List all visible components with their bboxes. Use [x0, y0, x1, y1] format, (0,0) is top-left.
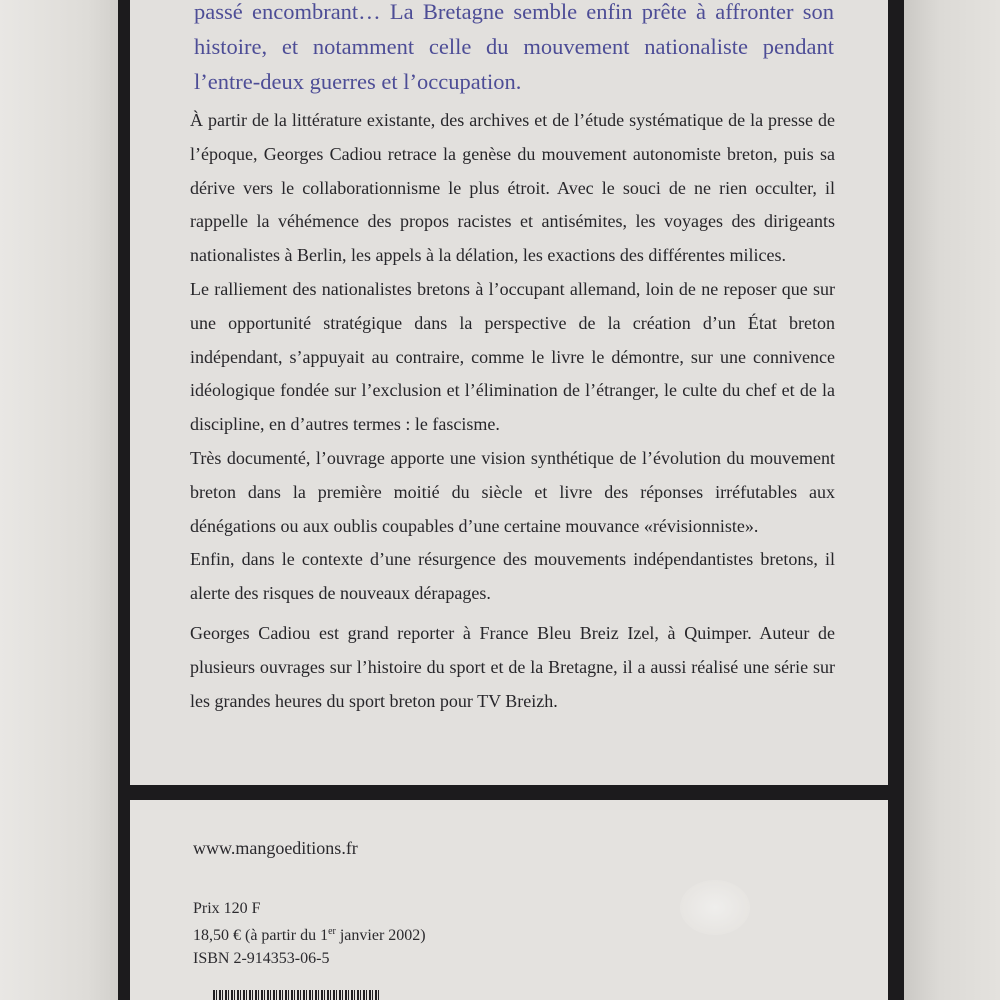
- author-bio: Georges Cadiou est grand reporter à France Bleu Breiz Izel, à Quimper. Auteur de plusieurs ouvrages sur l’histoire du sport et de la Bretagne, il a aussi réalisé une série sur les grandes heures du sport breton pour TV Breizh.: [190, 622, 835, 711]
- paragraph-origins: À partir de la littérature existante, des archives et de l’étude systématique de la presse de l’époque, Georges Cadiou retrace la genèse du mouvement autonomiste breton, puis sa dérive vers le collaborationnisme le plus étroit. Avec le souci de ne rien occulter, il rappelle la véhémence des propos racistes et antisémites, les voyages des dirigeants nationalistes à Berlin, les appels à la délation, les exactions des différentes milices.: [190, 110, 835, 266]
- background-left: [0, 0, 125, 1000]
- paragraph-enfin: Enfin, dans le contexte d’une résurgence des mouvements indépendantistes bretons, il alerte des risques de nouveaux dérapages.: [190, 549, 835, 604]
- background-right: [900, 0, 1000, 1000]
- sticker-residue: [680, 880, 750, 935]
- paragraph-ralliement: Le ralliement des nationalistes bretons à l’occupant allemand, loin de ne reposer que sur une opportunité stratégique dans la perspective de la création d’un État breton indépendant, s’appuyait au contraire, comme le livre le démontre, sur une connivence idéologique fondée sur l’exclusion et l’élimination de l’étranger, le culte du chef et de la discipline, en d’autres termes : le fascisme.: [190, 278, 835, 435]
- price-block: [193, 897, 426, 970]
- price-euros: 18,50 € (à partir du 1er janvier 2002): [193, 926, 426, 944]
- isbn: ISBN 2-914353-06-5: [193, 950, 330, 967]
- blurb-paragraph: passé encombrant… La Bretagne semble enfin prête à affronter son histoire, et notamment celle du mouvement nationaliste pendant l’entre-deux guerres et l’occupation.: [194, 0, 834, 94]
- barcode: [213, 990, 381, 1000]
- description: [190, 104, 835, 718]
- paragraph-documente: Très documenté, l’ouvrage apporte une vision synthétique de l’évolution du mouvement breton dans la première moitié du siècle et livre des réponses irréfutables aux dénégations ou aux oublis coupables d’une certaine mouvance «révisionniste».: [190, 447, 835, 536]
- price-francs: Prix 120 F: [193, 900, 261, 917]
- publisher-website: www.mangoeditions.fr: [193, 838, 358, 858]
- blurb-text: [194, 0, 834, 99]
